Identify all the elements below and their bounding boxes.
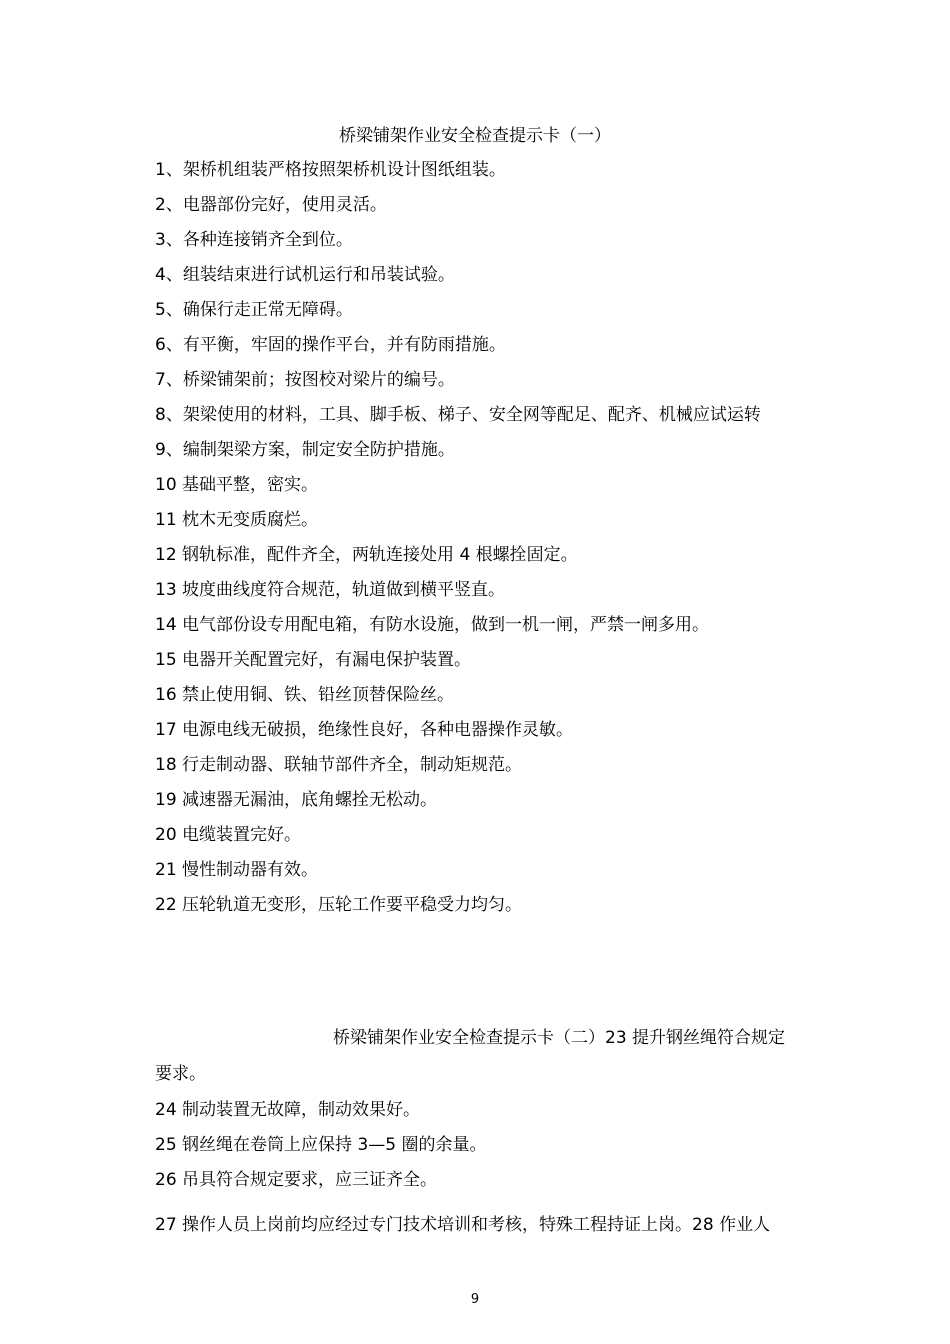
card1-item: 3、各种连接销齐全到位。 (155, 230, 353, 250)
card1-item: 12 钢轨标准，配件齐全，两轨连接处用 4 根螺拴固定。 (155, 545, 578, 565)
card1-item: 7、桥梁铺架前；按图校对梁片的编号。 (155, 370, 455, 390)
card1-item: 10 基础平整，密实。 (155, 475, 319, 495)
card2-item: 25 钢丝绳在卷筒上应保持 3—5 圈的余量。 (155, 1135, 487, 1155)
card1-item: 2、电器部份完好，使用灵活。 (155, 195, 387, 215)
card1-item: 19 减速器无漏油，底角螺拴无松动。 (155, 790, 438, 810)
card2-item: 26 吊具符合规定要求，应三证齐全。 (155, 1170, 438, 1190)
card2-item: 要求。 (155, 1064, 206, 1084)
card1-item: 21 慢性制动器有效。 (155, 860, 319, 880)
card1-title: 桥梁铺架作业安全检查提示卡（一） (339, 126, 611, 146)
card1-item: 5、确保行走正常无障碍。 (155, 300, 353, 320)
card2-item: 27 操作人员上岗前均应经过专门技术培训和考核，特殊工程持证上岗。28 作业人 (155, 1215, 771, 1235)
card1-item: 16 禁止使用铜、铁、铅丝顶替保险丝。 (155, 685, 455, 705)
card1-item: 11 枕木无变质腐烂。 (155, 510, 319, 530)
card1-item: 6、有平衡，牢固的操作平台，并有防雨措施。 (155, 335, 506, 355)
card1-item: 14 电气部份设专用配电箱，有防水设施，做到一机一闸，严禁一闸多用。 (155, 615, 710, 635)
page-number: 9 (470, 1292, 480, 1307)
card1-item: 8、架梁使用的材料，工具、脚手板、梯子、安全网等配足、配齐、机械应试运转 (155, 405, 761, 425)
card1-item: 15 电器开关配置完好，有漏电保护装置。 (155, 650, 472, 670)
card1-item: 13 坡度曲线度符合规范，轨道做到横平竖直。 (155, 580, 506, 600)
card2-item: 24 制动装置无故障，制动效果好。 (155, 1100, 421, 1120)
card1-item: 18 行走制动器、联轴节部件齐全，制动矩规范。 (155, 755, 523, 775)
card1-item: 1、架桥机组装严格按照架桥机设计图纸组装。 (155, 160, 506, 180)
card1-item: 22 压轮轨道无变形，压轮工作要平稳受力均匀。 (155, 895, 523, 915)
card1-item: 20 电缆装置完好。 (155, 825, 302, 845)
card2-title-line: 桥梁铺架作业安全检查提示卡（二）23 提升钢丝绳符合规定 (333, 1028, 786, 1048)
card1-item: 9、编制架梁方案，制定安全防护措施。 (155, 440, 455, 460)
card1-item: 17 电源电线无破损，绝缘性良好，各种电器操作灵敏。 (155, 720, 574, 740)
card1-item: 4、组装结束进行试机运行和吊装试验。 (155, 265, 455, 285)
